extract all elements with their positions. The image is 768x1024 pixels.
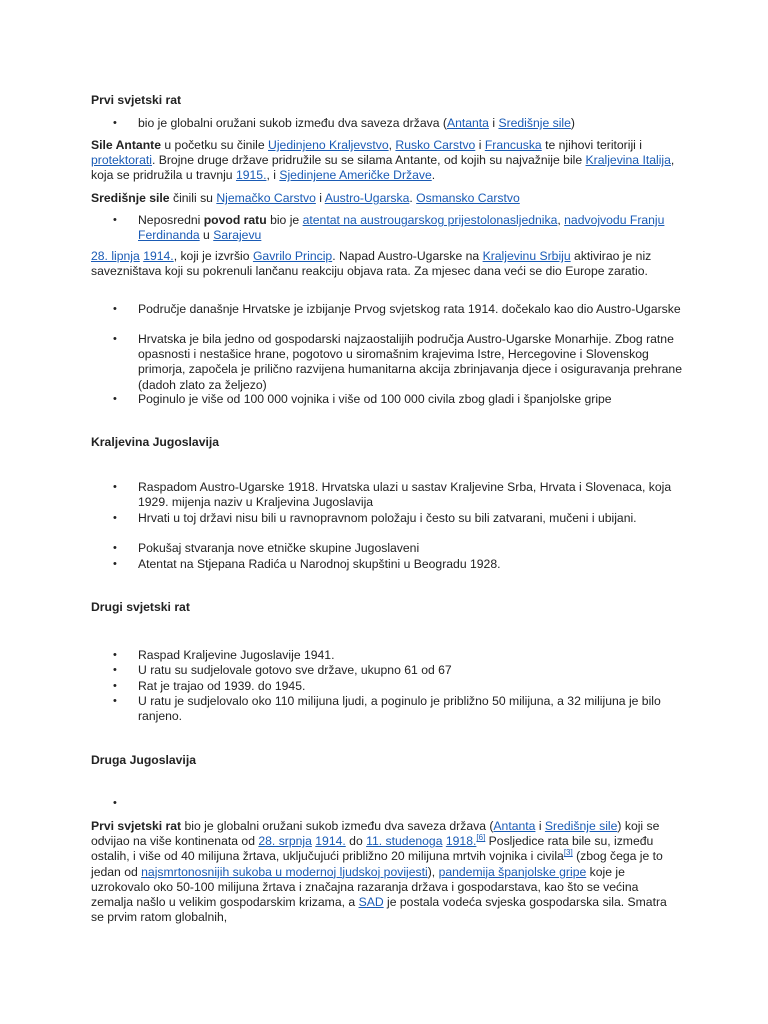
text: i (475, 138, 485, 152)
text: , koja se pridružila u travnju (91, 153, 675, 183)
text: činili su (169, 191, 217, 205)
text: ) (570, 116, 575, 130)
list-item: • Hrvatska je bila jedno od gospodarski najzaostalijih područja Austro-Ugarske Monarhije. Zbog ratne opasnosti i nestašice hrane, pogotovo u siromašnim krajevima Istre, Hercegovine i Slovenskog primorja, započela je prilično razvijena humanitarna akcija zbrinjavanja djece i osiguravanja prehrane (dadoh zlato za željezo) (138, 332, 683, 393)
text: bio je (266, 213, 303, 227)
list-item: • Raspad Kraljevine Jugoslavije 1941. (138, 648, 683, 663)
link-sarajevo[interactable]: Sarajevu (213, 228, 262, 243)
link-protektorati[interactable]: protektorati (91, 153, 152, 168)
paragraph-sredisnje-sile (91, 191, 683, 206)
list-item: • Raspadom Austro-Ugarske 1918. Hrvatska ulazi u sastav Kraljevine Srba, Hrvata i Slovenaca, koja 1929. mijenja naziv u Kraljevina Jugoslavija (138, 480, 683, 510)
footnote-link[interactable]: [3] (563, 848, 573, 858)
text: i (315, 191, 325, 205)
link-rusko-carstvo[interactable]: Rusko Carstvo (395, 138, 476, 152)
text: bio je globalni oružani sukob između dva saveza država ( (138, 116, 447, 130)
link-1918[interactable]: 1918. (445, 834, 477, 849)
text: u (199, 228, 214, 243)
heading-drugi-svjetski-rat: Drugi svjetski rat (91, 600, 190, 614)
link-1914[interactable]: 1914. (315, 834, 346, 849)
bold-text: Sile Antante (91, 138, 161, 152)
text: te njihovi teritoriji i (541, 138, 642, 152)
heading-druga-jugoslavija: Druga Jugoslavija (91, 753, 196, 767)
text: , i (266, 168, 280, 183)
link-11-studenoga[interactable]: 11. studenoga (366, 834, 443, 849)
link-spanjolska-gripa[interactable]: pandemija španjolske gripe (438, 864, 587, 879)
link-28-lipnja[interactable]: 28. lipnja (91, 249, 140, 263)
text: ) koji se odvijao na više kontinenata od (91, 819, 660, 849)
bold-text: Prvi svjetski rat (91, 819, 182, 833)
text: koje je uzrokovalo oko 50-100 milijuna žrtava i značajna razaranja država i gospodarstava, kao što se većina zemalja našlo u velikim gospodarskim krizama, a (91, 864, 639, 910)
link-1914[interactable]: 1914. (143, 249, 174, 263)
text: . Brojne druge države pridružile su se silama Antante, od kojih su najvažnije bile (151, 153, 586, 168)
text: , (557, 213, 565, 227)
link-franjo-ferdinand[interactable]: nadvojvodu Franju Ferdinanda (138, 213, 665, 243)
text: , koji je izvršio (173, 249, 253, 263)
text: Posljedice rata bile su, između ostalih, i više od 40 milijuna žrtava, uključujući približno 20 milijuna mrtvih vojnika i civila (91, 834, 654, 864)
bold-text: povod ratu (203, 213, 267, 227)
text: , (388, 138, 396, 152)
empty-bullet: • (113, 797, 117, 809)
link-njemacko-carstvo[interactable]: Njemačko Carstvo (216, 191, 316, 205)
text: je postala vodeća svjeska gospodarska sila. Smatra se prvim ratom globalnih, (91, 895, 667, 925)
text: Neposredni (138, 213, 204, 227)
text: bio je globalni oružani sukob između dva saveza država ( (181, 819, 494, 833)
paragraph-sile-antante (91, 138, 683, 184)
list-item: • Poginulo je više od 100 000 vojnika i više od 100 000 civila zbog gladi i španjolske gripe (138, 392, 683, 407)
link-antanta[interactable]: Antanta (446, 116, 489, 130)
list-item (138, 213, 683, 243)
text: i (488, 116, 499, 130)
link-28-srpnja[interactable]: 28. srpnja (258, 834, 312, 849)
footnote-link[interactable]: [6] (476, 833, 486, 843)
list-item: • U ratu su sudjelovale gotovo sve države, ukupno 61 od 67 (138, 663, 683, 678)
link-1915[interactable]: 1915. (235, 168, 267, 183)
text: u početku su činile (160, 138, 269, 152)
list-item: • Područje današnje Hrvatske je izbijanje Prvog svjetskog rata 1914. dočekalo kao dio Austro-Ugarske (138, 302, 683, 317)
link-francuska[interactable]: Francuska (484, 138, 542, 152)
text: (zbog čega je to jedan od (91, 849, 663, 879)
link-najsmrtonosniji-sukobi[interactable]: najsmrtonosnijih sukoba u modernoj ljudskoj povijesti (141, 864, 428, 879)
link-sad[interactable]: SAD (358, 895, 384, 910)
list-item: • Rat je trajao od 1939. do 1945. (138, 679, 683, 694)
link-antanta[interactable]: Antanta (493, 819, 536, 833)
link-atentat[interactable]: atentat na austrougarskog prijestolonasljednika (302, 213, 558, 227)
heading-prvi-svjetski-rat: Prvi svjetski rat (91, 93, 182, 107)
list-item: • Atentat na Stjepana Radića u Narodnoj skupštini u Beogradu 1928. (138, 557, 683, 572)
bold-text: Središnje sile (91, 191, 170, 205)
text: . (431, 168, 436, 183)
link-austro-ugarska[interactable]: Austro-Ugarska (324, 191, 410, 205)
list-item: • U ratu je sudjelovalo oko 110 milijuna ljudi, a poginulo je približno 50 milijuna, a 32 milijuna je bilo ranjeno. (138, 694, 683, 724)
text: . Napad Austro-Ugarske na (332, 249, 483, 263)
heading-kraljevina-jugoslavija: Kraljevina Jugoslavija (91, 435, 220, 449)
link-gavrilo-princip[interactable]: Gavrilo Princip (252, 249, 333, 263)
link-sredisnje-sile[interactable]: Središnje sile (498, 116, 571, 130)
link-ujedinjeno-kraljevstvo[interactable]: Ujedinjeno Kraljevstvo (268, 138, 389, 152)
link-sredisnje-sile[interactable]: Središnje sile (544, 819, 618, 833)
link-kraljevina-srbija[interactable]: Kraljevinu Srbiju (482, 249, 571, 263)
list-item: • Hrvati u toj državi nisu bili u ravnopravnom položaju i često su bili zatvarani, mučeni i ubijani. (138, 511, 683, 526)
paragraph-prvi-svjetski-rat (91, 819, 683, 925)
text: aktivirao je niz savezništava koji su pokrenuli lančanu reakciju objava rata. Za mjesec dana veći se dio Europe zaratio. (91, 249, 652, 279)
text: . (409, 191, 417, 205)
link-osmansko-carstvo[interactable]: Osmansko Carstvo (416, 191, 520, 205)
list-item (138, 116, 683, 131)
link-sad[interactable]: Sjedinjene Američke Države (279, 168, 432, 183)
link-kraljevina-italija[interactable]: Kraljevina Italija (585, 153, 671, 168)
text: i (535, 819, 545, 833)
text: ), (427, 864, 439, 879)
paragraph-atentat (91, 249, 683, 279)
list-item: • Pokušaj stvaranja nove etničke skupine Jugoslaveni (138, 541, 683, 556)
text: do (345, 834, 367, 849)
